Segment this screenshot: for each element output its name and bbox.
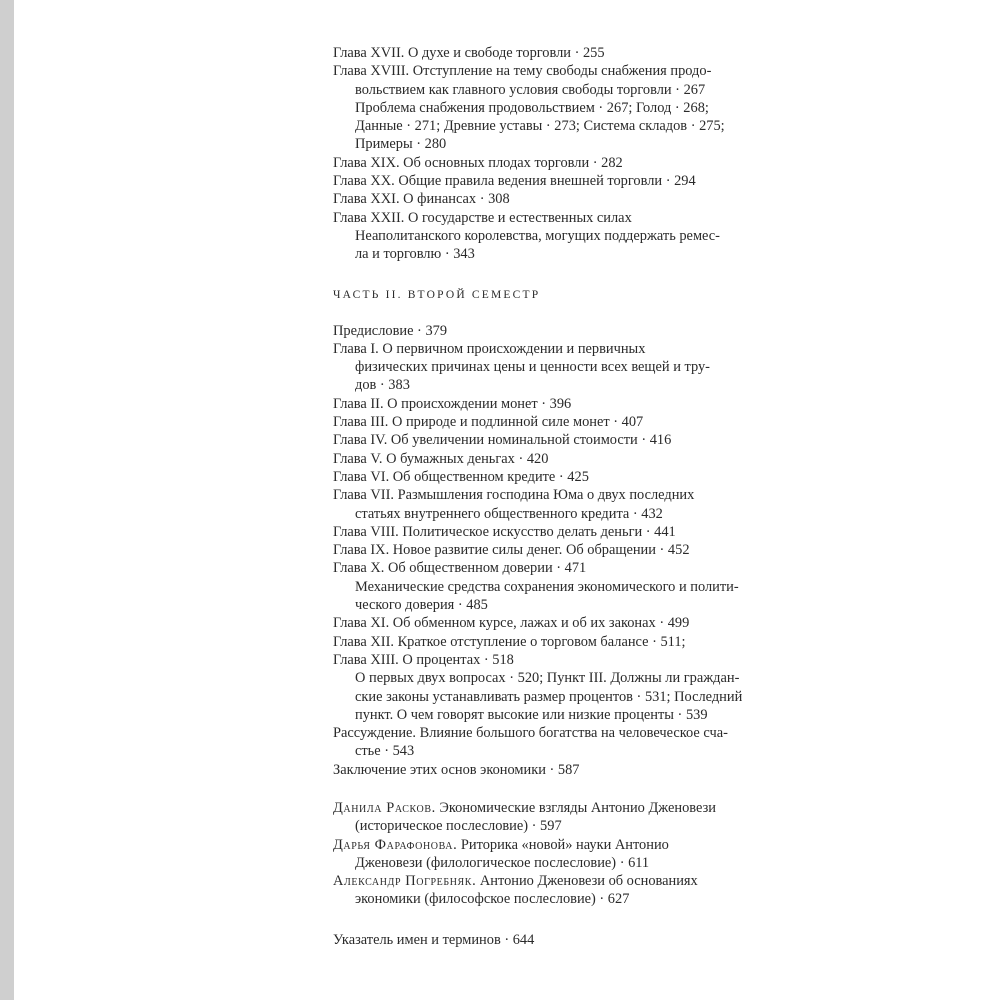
toc-entry-line: Дарья Фарафонова. Риторика «новой» науки Антонио xyxy=(333,836,669,853)
toc-entry-line: Глава VIII. Политическое искусство делать деньги · 441 xyxy=(333,523,676,540)
toc-index-entry: Указатель имен и терминов · 644 xyxy=(333,931,535,948)
toc-entry-continuation: (историческое послесловие) · 597 xyxy=(355,818,562,835)
toc-entry-continuation: пункт. О чем говорят высокие или низкие проценты · 539 xyxy=(355,706,708,723)
toc-entry-line: Глава XI. Об обменном курсе, лажах и об их законах · 499 xyxy=(333,615,690,632)
toc-entry-line: Глава V. О бумажных деньгах · 420 xyxy=(333,450,549,467)
toc-entry xyxy=(333,190,783,208)
toc-entry xyxy=(333,322,783,340)
toc-entry xyxy=(333,614,783,632)
toc-entry-line: Александр Погребняк. Антонио Дженовези об основаниях xyxy=(333,873,698,890)
toc-entry-continuation: стье · 543 xyxy=(355,743,415,760)
toc-entry xyxy=(333,395,783,413)
toc-entry-line: Глава IX. Новое развитие силы денег. Об обращении · 452 xyxy=(333,542,690,559)
toc-entry-line: Глава III. О природе и подлинной силе монет · 407 xyxy=(333,414,644,431)
toc-entry-line: Глава XXI. О финансах · 308 xyxy=(333,191,510,208)
toc-entry xyxy=(333,541,783,559)
toc-entry xyxy=(333,62,783,153)
toc-entry-continuation: ла и торговлю · 343 xyxy=(355,246,475,263)
toc-entry xyxy=(333,523,783,541)
toc-entry xyxy=(333,761,783,779)
toc-entry-line: Предисловие · 379 xyxy=(333,322,448,339)
toc-entry-continuation: Примеры · 280 xyxy=(355,136,447,153)
author-name: Александр Погребняк. xyxy=(333,873,477,890)
toc-entry-continuation: физических причинах цены и ценности всех вещей и тру- xyxy=(355,359,710,376)
toc-entry-continuation: Данные · 271; Древние уставы · 273; Система складов · 275; xyxy=(355,118,725,135)
toc-entry xyxy=(333,209,783,264)
toc-part2 xyxy=(333,322,783,779)
toc-entry-line: Глава X. Об общественном доверии · 471 xyxy=(333,560,587,577)
toc-entry-line: Глава II. О происхождении монет · 396 xyxy=(333,395,572,412)
toc-entry-line: Глава XII. Краткое отступление о торговом балансе · 511; xyxy=(333,633,686,650)
toc-entry-line: Заключение этих основ экономики · 587 xyxy=(333,761,580,778)
toc-entry xyxy=(333,172,783,190)
toc-entry xyxy=(333,799,783,836)
toc-entry xyxy=(333,44,783,62)
toc-entry-line: Глава IV. Об увеличении номинальной стоимости · 416 xyxy=(333,432,672,449)
toc-entry-continuation: ческого доверия · 485 xyxy=(355,597,488,614)
toc-entry-line: Глава XIII. О процентах · 518 xyxy=(333,651,514,668)
toc-entry-line: Глава VII. Размышления господина Юма о двух последних xyxy=(333,487,695,504)
toc-afterwords xyxy=(333,799,783,909)
toc-entry xyxy=(333,413,783,431)
toc-entry xyxy=(333,872,783,909)
toc-entry-continuation: статьях внутреннего общественного кредита · 432 xyxy=(355,505,663,522)
toc-entry xyxy=(333,836,783,873)
toc-entry-continuation: Проблема снабжения продовольствием · 267; Голод · 268; xyxy=(355,99,709,116)
toc-entry-line: Данила Расков. Экономические взгляды Антонио Дженовези xyxy=(333,799,716,816)
section-heading-part2: ЧАСТЬ II. ВТОРОЙ СЕМЕСТР xyxy=(333,288,541,301)
toc-part1-tail xyxy=(333,44,783,264)
table-of-contents xyxy=(333,44,783,949)
toc-entry-line: Глава I. О первичном происхождении и первичных xyxy=(333,340,646,357)
author-name: Данила Расков. xyxy=(333,799,436,816)
toc-entry-line: Глава VI. Об общественном кредите · 425 xyxy=(333,468,589,485)
toc-entry xyxy=(333,468,783,486)
toc-entry-line: Глава XIX. Об основных плодах торговли · 282 xyxy=(333,154,623,171)
toc-entry xyxy=(333,559,783,614)
toc-entry-continuation: Дженовези (филологическое послесловие) · 611 xyxy=(355,854,650,871)
toc-entry xyxy=(333,154,783,172)
toc-entry xyxy=(333,651,783,724)
toc-entry-continuation: О первых двух вопросах · 520; Пункт III. Должны ли граждан- xyxy=(355,670,740,687)
toc-entry-continuation: Неаполитанского королевства, могущих поддержать ремес- xyxy=(355,227,720,244)
toc-entry-line: Глава XVII. О духе и свободе торговли · 255 xyxy=(333,45,605,61)
author-name: Дарья Фарафонова. xyxy=(333,836,458,853)
toc-entry xyxy=(333,431,783,449)
toc-entry-continuation: ские законы устанавливать размер процентов · 531; Последний xyxy=(355,688,743,705)
toc-entry-line: Глава XX. Общие правила ведения внешней торговли · 294 xyxy=(333,173,696,190)
toc-entry-line: Рассуждение. Влияние большого богатства на человеческое сча- xyxy=(333,725,728,742)
toc-entry xyxy=(333,633,783,651)
toc-entry-continuation: вольствием как главного условия свободы торговли · 267 xyxy=(355,81,706,98)
toc-entry-continuation: дов · 383 xyxy=(355,377,410,394)
toc-entry xyxy=(333,450,783,468)
toc-entry xyxy=(333,340,783,395)
toc-entry xyxy=(333,486,783,523)
toc-entry-line: Глава XVIII. Отступление на тему свободы снабжения продо- xyxy=(333,63,712,80)
toc-entry xyxy=(333,724,783,761)
page-edge-shadow xyxy=(0,0,14,1000)
toc-entry-line: Глава XXII. О государстве и естественных силах xyxy=(333,209,632,226)
toc-entry-continuation: экономики (философское послесловие) · 627 xyxy=(355,891,630,908)
toc-entry-continuation: Механические средства сохранения экономического и полити- xyxy=(355,578,739,595)
